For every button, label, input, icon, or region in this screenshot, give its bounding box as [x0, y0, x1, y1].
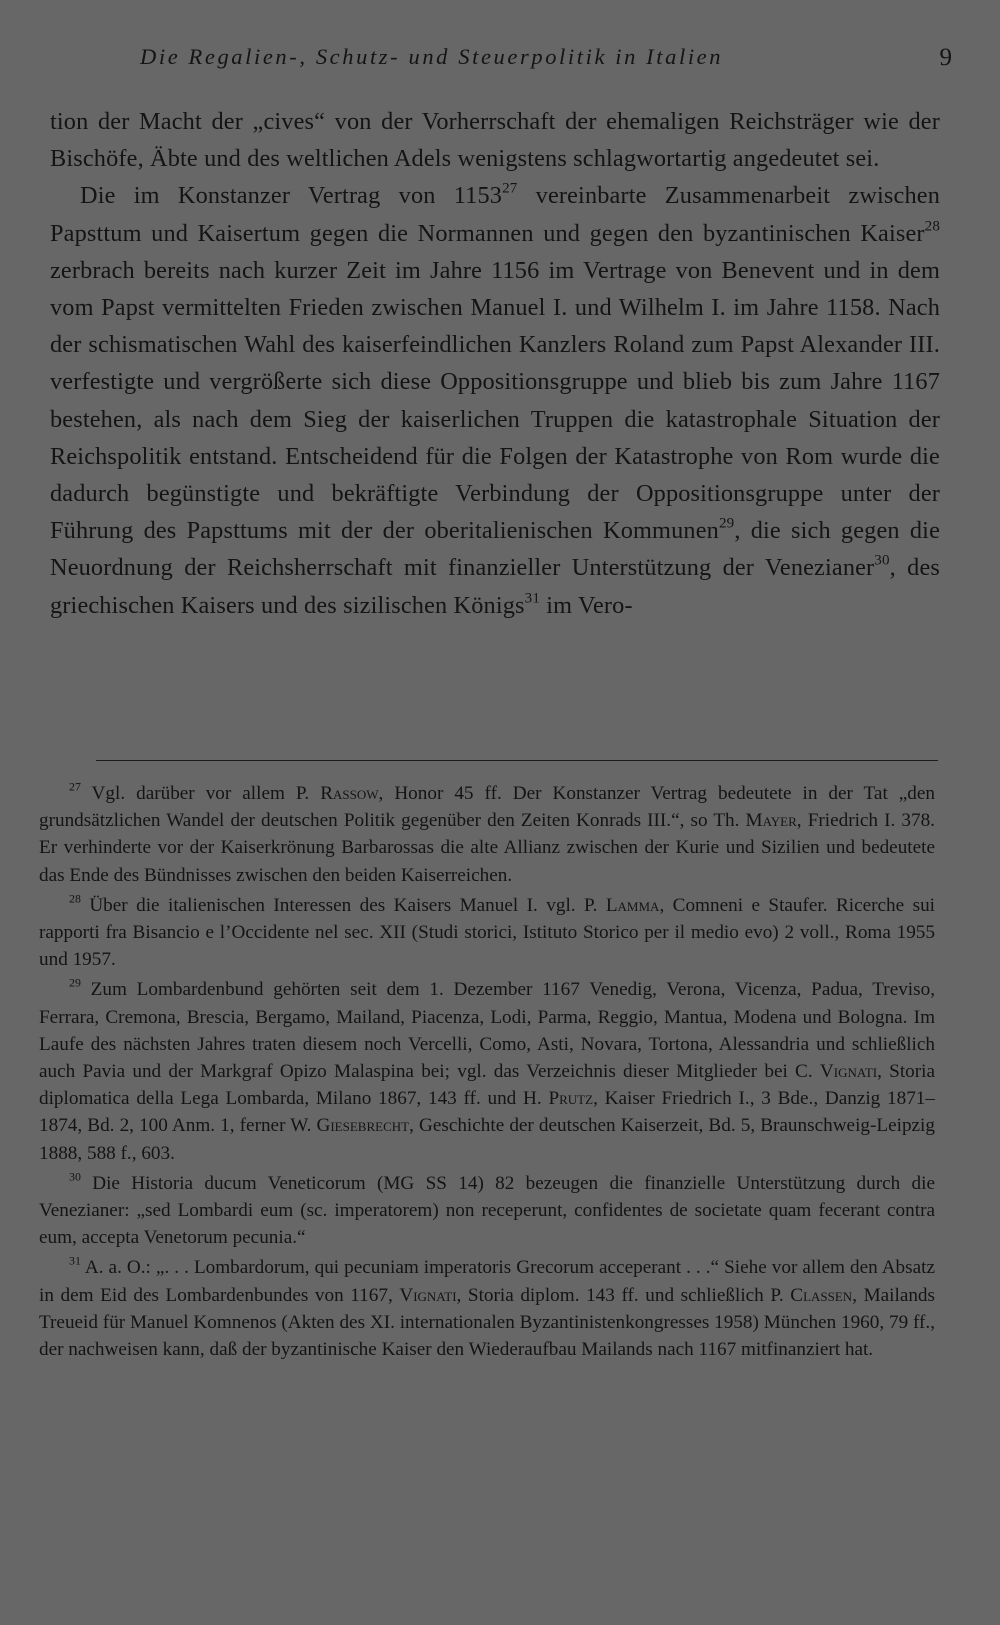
footnote-text: Vgl. darüber vor allem P. [80, 783, 321, 804]
footnote-number: 30 [69, 1169, 81, 1184]
footnote-text: , Storia diplom. 143 ff. und schließlich P. [456, 1284, 791, 1306]
text-run: vereinbarte Zusammenarbeit zwischen Papsttum und Kaisertum gegen die Normannen und gegen den byzantinischen Kaiser [50, 182, 940, 247]
author-name: Classen [790, 1284, 853, 1306]
text-run: , des griechischen Kaisers und des sizilischen Königs [50, 554, 940, 619]
paragraph-continued: tion der Macht der „cives“ von der Vorherrschaft der ehemaligen Reichsträger wie der Bischöfe, Äbte und des weltlichen Adels wenigstens schlagwortartig angedeutet sei. [50, 108, 940, 173]
footnote-text: , Storia diplomatica della Lega Lombarda, Milano 1867, 143 ff. und H. [39, 1061, 935, 1110]
footnote-text: , Kaiser Friedrich I., 3 Bde., Danzig 1871–1874, Bd. 2, 100 Anm. 1, ferner W. [39, 1088, 935, 1137]
footnote-text: , Friedrich I. 378. Er verhinderte vor der Kaiserkrönung Barbarossas die alte Allianz zwischen der Kurie und Sizilien und bedeutete das Ende des Bündnisses zwischen den beiden Kaiserreichen. [39, 810, 935, 886]
footnote-27 [39, 780, 935, 889]
footnotes [39, 780, 935, 1366]
footnote-ref-27: 27 [502, 180, 518, 197]
footnote-number: 28 [69, 891, 81, 906]
footnote-text: , Geschichte der deutschen Kaiserzeit, Bd. 5, Braunschweig-Leipzig 1888, 588 f., 603. [39, 1115, 935, 1164]
author-name: Rassow [320, 783, 379, 804]
author-name: Mayer [745, 810, 797, 832]
footnote-text: A. a. O.: „. . . Lombardorum, qui pecuniam imperatoris Grecorum acceperant . . .“ Siehe vor allem den Absatz in dem Eid des Lombardenbundes von 1167, [39, 1257, 935, 1306]
footnote-ref-30: 30 [874, 552, 890, 569]
footnote-text: , Mailands Treueid für Manuel Komnenos (Akten des XI. internationalen Byzantinistenkongresses 1958) München 1960, 79 ff., der nachweisen kann, daß der byzantinische Kaiser den Wiederaufbau Mailands nach 1167 mitfinanziert hat. [39, 1284, 935, 1361]
author-name: Prutz [548, 1088, 594, 1110]
author-name: Giesebrecht [316, 1115, 410, 1137]
footnote-30 [39, 1170, 935, 1252]
page-number: 9 [939, 44, 952, 71]
author-name: Vignati [399, 1284, 457, 1306]
footnote-ref-28: 28 [924, 218, 940, 235]
footnote-text: Über die italienischen Interessen des Kaisers Manuel I. vgl. P. [80, 894, 606, 916]
footnote-number: 27 [69, 779, 81, 794]
author-name: Vignati [819, 1061, 878, 1083]
text-run: , die sich gegen die Neuordnung der Reichsherrschaft mit finanzieller Unterstützung der Venezianer [50, 517, 941, 582]
running-head-title: Die Regalien-, Schutz- und Steuerpolitik in Italien [140, 44, 724, 69]
footnote-29 [39, 976, 935, 1166]
running-head [48, 44, 952, 84]
footnote-ref-29: 29 [718, 515, 735, 532]
footnote-28 [39, 892, 935, 974]
footnote-text: Zum Lombardenbund gehörten seit dem 1. Dezember 1167 Venedig, Verona, Vicenza, Padua, Treviso, Ferrara, Cremona, Brescia, Bergamo, Mailand, Piacenza, Lodi, Parma, Reggio, Mantua, Modena und Bologna. Im Laufe des nächsten Jahres traten diesem noch Vercelli, Como, Asti, Novara, Tortona, Alessandria und schließlich auch Pavia und der Markgraf Opizo Malaspina bei; vgl. das Verzeichnis dieser Mitglieder bei C. [39, 979, 935, 1083]
author-name: Lamma [605, 894, 660, 916]
text-run: im Vero- [540, 591, 633, 619]
main-text [50, 103, 940, 624]
footnote-ref-31: 31 [524, 590, 541, 607]
footnote-text: , Honor 45 ff. Der Konstanzer Vertrag bedeutete in der Tat „den grundsätzlichen Wandel der deutschen Politik gegenüber den Zeiten Konrads III.“, so Th. [39, 783, 935, 832]
footnote-31 [39, 1254, 935, 1363]
footnote-number: 29 [69, 976, 81, 991]
footnote-number: 31 [69, 1254, 81, 1269]
text-run: zerbrach bereits nach kurzer Zeit im Jahre 1156 im Vertrage von Benevent und in dem vom Papst vermittelten Frieden zwischen Manuel I. und Wilhelm I. im Jahre 1158. Nach der schismatischen Wahl des kaiserfeindlichen Kanzlers Roland zum Papst Alexander III. verfestigte und vergrößerte sich diese Oppositionsgruppe und blieb bis zum Jahre 1167 bestehen, als nach dem Sieg der kaiserlichen Truppen die katastrophale Situation der Reichspolitik entstand. Entscheidend für die Folgen der Katastrophe von Rom wurde die dadurch begünstigte und bekräftigte Verbindung der Oppositionsgruppe unter der Führung des Papsttums mit der der oberitalienischen Kommunen [50, 256, 940, 545]
footnote-text: , Comneni e Staufer. Ricerche sui rapporti fra Bisancio e l’Occidente nel sec. XII (Studi storici, Istituto Storico per il medio evo) 2 voll., Roma 1955 und 1957. [39, 894, 935, 971]
footnote-separator [96, 760, 938, 761]
paragraph-konstanzer-vertrag [50, 177, 940, 623]
footnote-text: Die Historia ducum Veneticorum (MG SS 14) 82 bezeugen die finanzielle Unterstützung durch die Venezianer: „sed Lombardi eum (sc. imperatorem) non receperunt, confidentes de societate quam fecerant contra eum, accepta Venetorum pecunia.“ [39, 1172, 935, 1249]
text-run: Die im Konstanzer Vertrag von 1153 [80, 182, 503, 210]
